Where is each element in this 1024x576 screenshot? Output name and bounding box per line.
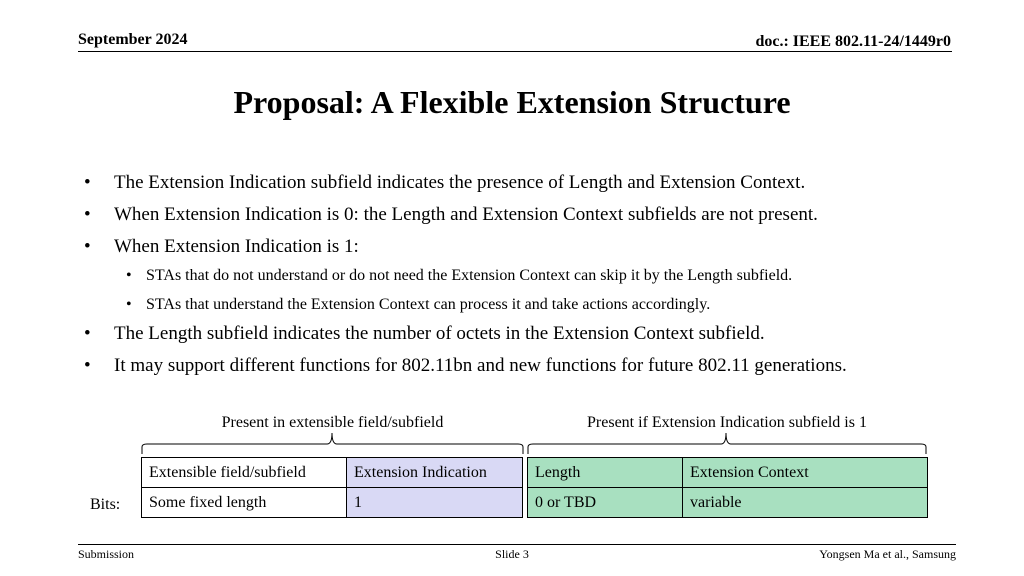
bullet-list bbox=[84, 172, 984, 387]
brace-label-left: Present in extensible field/subfield bbox=[221, 414, 444, 431]
bullet-item: • It may support different functions for 802.11bn and new functions for future 802.11 generations. bbox=[84, 355, 984, 377]
bullet-item: • The Extension Indication subfield indicates the presence of Length and Extension Context. bbox=[84, 172, 984, 194]
header-doc-id: doc.: IEEE 802.11-24/1449r0 bbox=[755, 33, 951, 50]
footer-slide-number: Slide 3 bbox=[495, 547, 529, 561]
slide-title: Proposal: A Flexible Extension Structure bbox=[233, 84, 791, 120]
footer-submission: Submission bbox=[78, 547, 135, 561]
field-extensible: Extensible field/subfield bbox=[142, 458, 347, 488]
brace-left bbox=[141, 430, 525, 456]
field-extension-indication: Extension Indication bbox=[347, 458, 523, 488]
footer-divider bbox=[78, 544, 956, 545]
field-name-row bbox=[528, 458, 928, 488]
bits-extensible: Some fixed length bbox=[142, 488, 347, 518]
bits-label: Bits: bbox=[90, 496, 121, 513]
bits-length: 0 or TBD bbox=[528, 488, 683, 518]
footer-author: Yongsen Ma et al., Samsung bbox=[819, 547, 956, 561]
bullet-item: • When Extension Indication is 1: bbox=[84, 236, 984, 258]
frame-format-table-right bbox=[527, 457, 928, 518]
field-bits-row bbox=[528, 488, 928, 518]
field-extension-context: Extension Context bbox=[683, 458, 928, 488]
sub-bullet-item: • STAs that understand the Extension Context can process it and take actions accordingly. bbox=[84, 295, 984, 315]
header-date: September 2024 bbox=[78, 31, 188, 48]
sub-bullet-item: • STAs that do not understand or do not need the Extension Context can skip it by the Length subfield. bbox=[84, 266, 984, 286]
bits-extension-indication: 1 bbox=[347, 488, 523, 518]
header-divider bbox=[78, 51, 952, 52]
brace-right bbox=[527, 430, 929, 456]
brace-label-right: Present if Extension Indication subfield is 1 bbox=[587, 414, 867, 431]
bits-extension-context: variable bbox=[683, 488, 928, 518]
bullet-item: • When Extension Indication is 0: the Length and Extension Context subfields are not present. bbox=[84, 204, 984, 226]
bullet-item: • The Length subfield indicates the number of octets in the Extension Context subfield. bbox=[84, 323, 984, 345]
field-length: Length bbox=[528, 458, 683, 488]
field-bits-row bbox=[142, 488, 523, 518]
field-name-row bbox=[142, 458, 523, 488]
frame-format-table-left bbox=[141, 457, 523, 518]
